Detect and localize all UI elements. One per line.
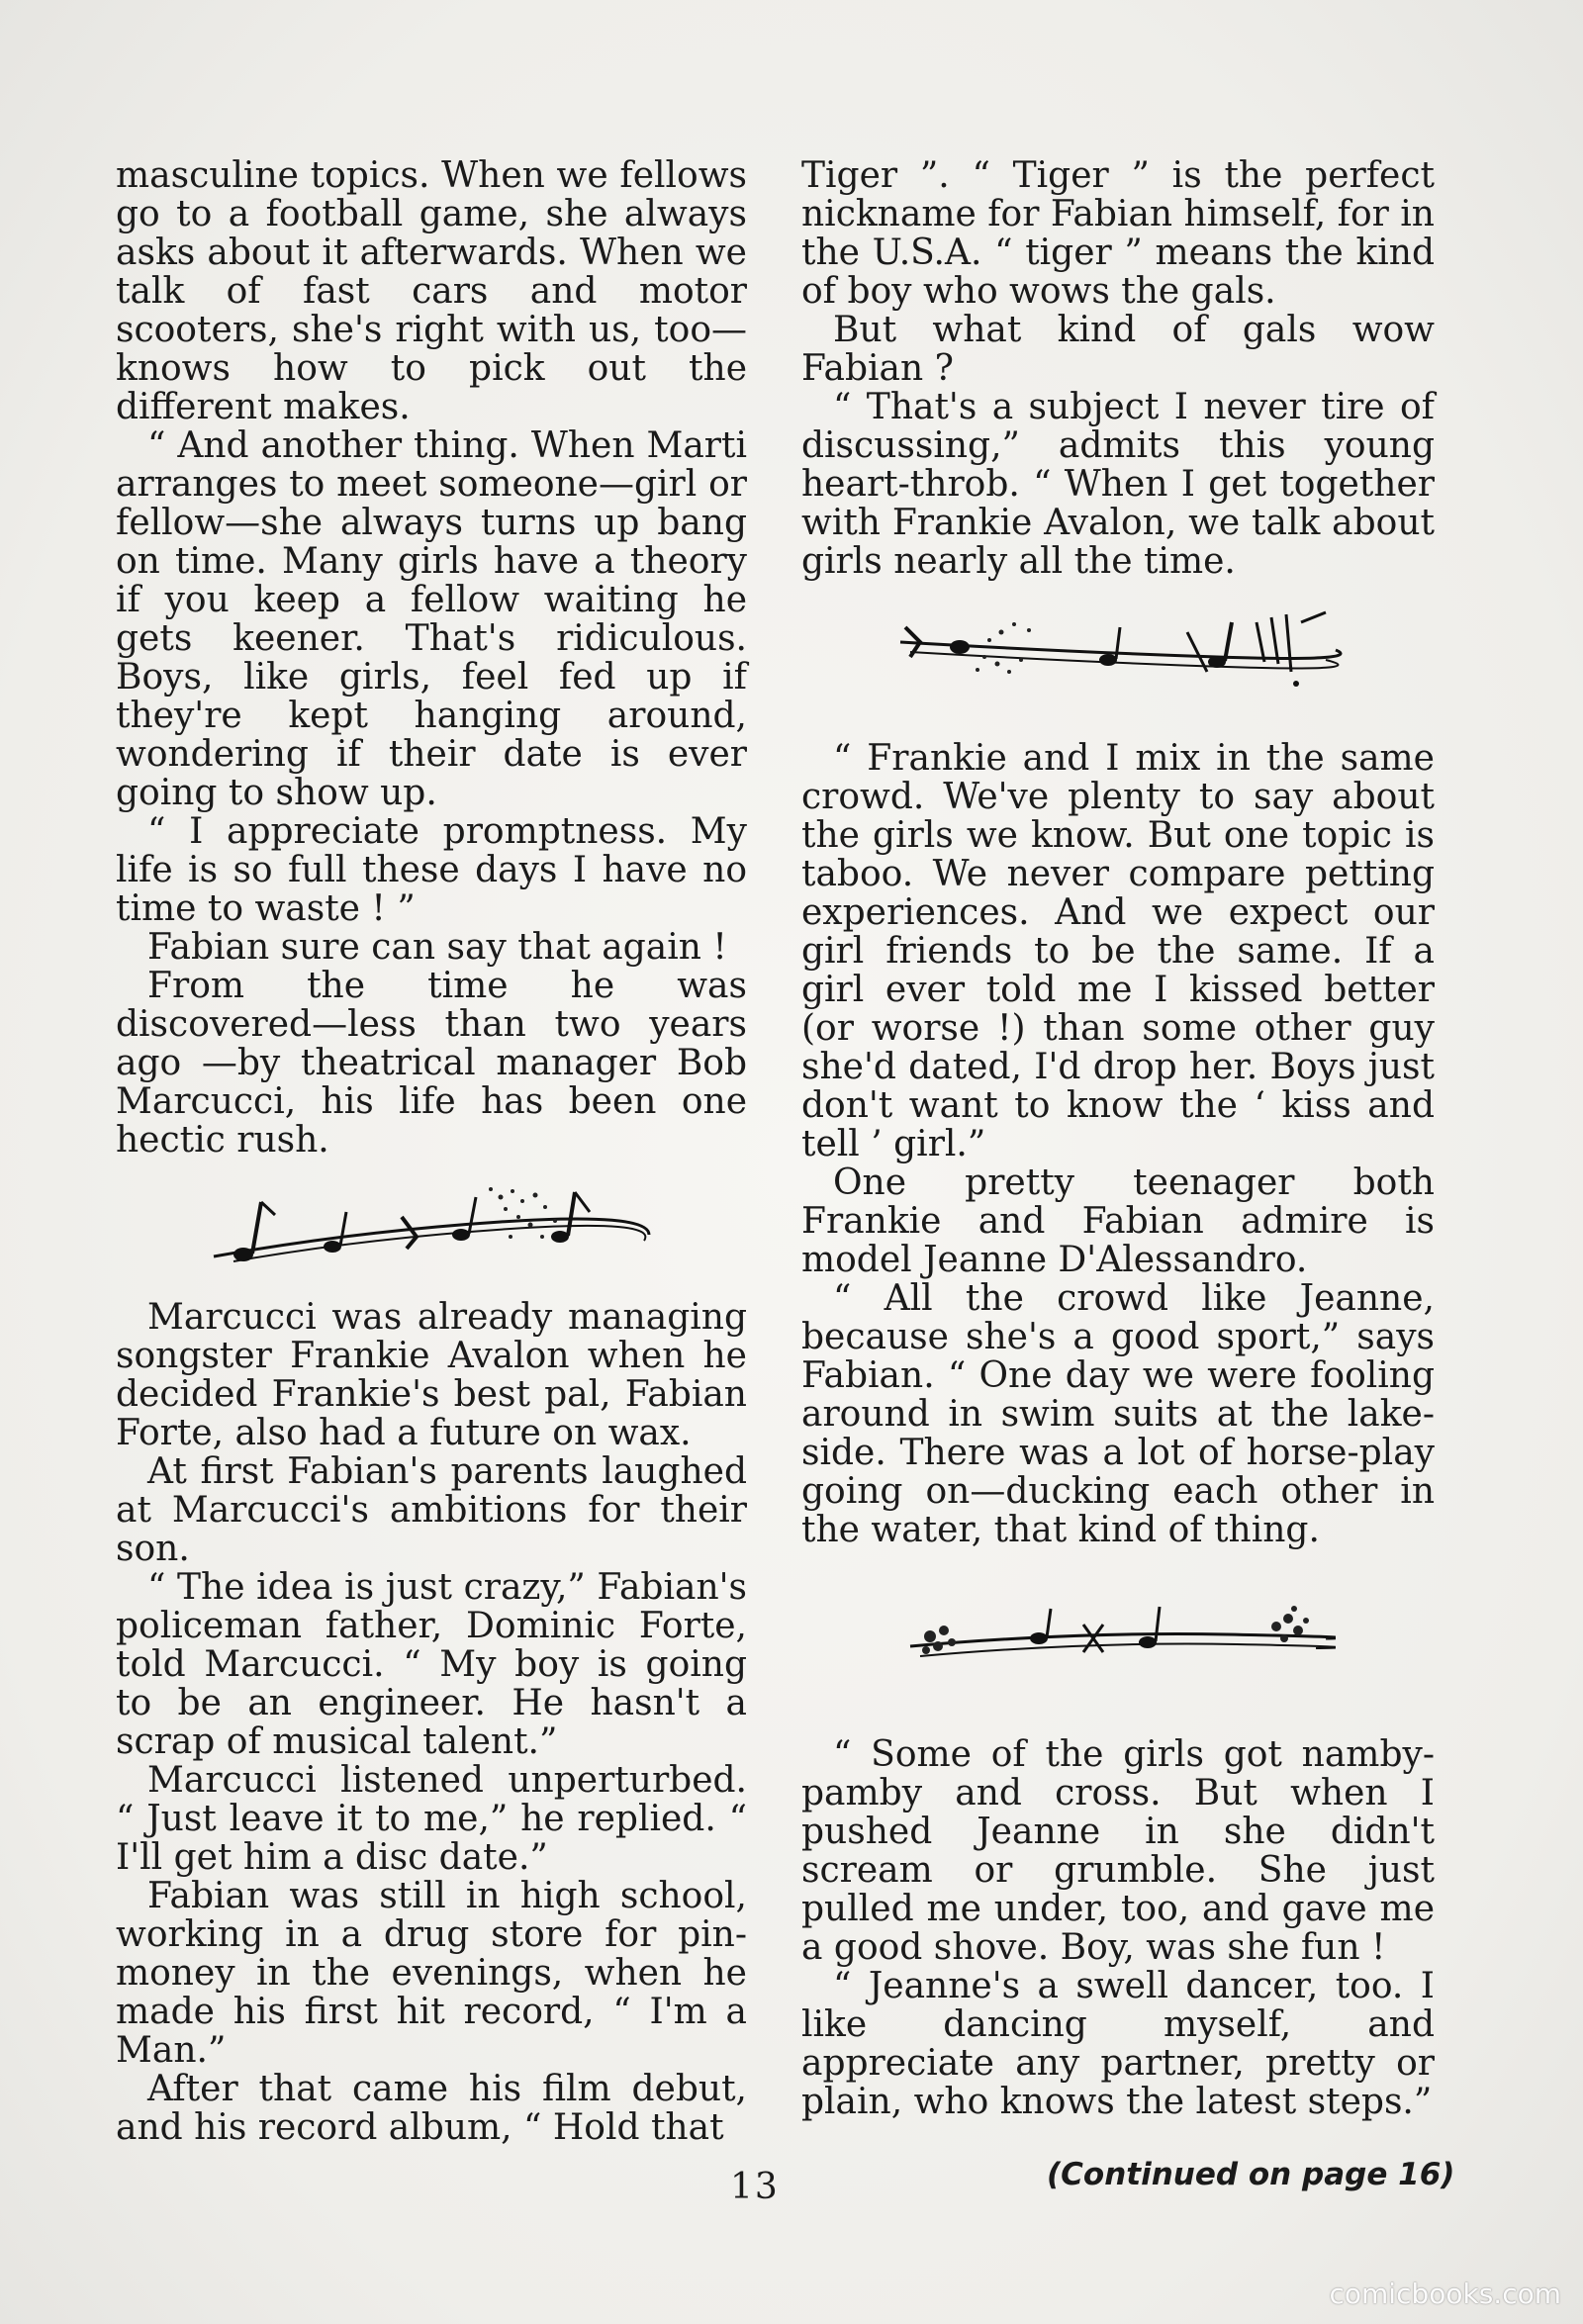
paragraph: masculine topics. When we fellows go to a football game, she always asks about it afterwards. When we talk of fast cars and motor scooters, she's right with us, too—knows how to pick out the different makes. (116, 155, 747, 427)
music-notes-icon (204, 1177, 659, 1286)
paragraph: Fabian was still in high school, working in a drug store for pin-money in the evenings, when he made his first hit record, “ I'm a Man.” (116, 1876, 747, 2071)
right-column (801, 156, 1435, 2121)
paragraph: “ I appreciate promptness. My life is so full these days I have no time to waste ! ” (116, 811, 747, 929)
music-notes-icon (900, 1587, 1336, 1686)
paragraph: But what kind of gals wow Fabian ? (801, 310, 1435, 389)
watermark: comicbooks.com (1329, 2278, 1561, 2310)
paragraph: Marcucci listened unperturbed. “ Just leave it to me,” he replied. “ I'll get him a disc date.” (116, 1760, 747, 1878)
paragraph: At first Fabian's parents laughed at Marcucci's ambitions for their son. (116, 1451, 747, 1569)
paragraph: “ Frankie and I mix in the same crowd. We've plenty to say about the girls we know. But one topic is taboo. We never compare petting experiences. And we expect our girl friends to be the same. If a girl ever told me I kissed better (or worse !) than some other guy she'd dated, I'd drop her. Boys just don't want to know the ‘ kiss and tell ’ girl.” (801, 738, 1435, 1164)
left-column (116, 156, 747, 2147)
paragraph: Fabian sure can say that again ! (147, 927, 727, 968)
continued-link: (Continued on page 16) (1047, 2157, 1455, 2192)
paragraph: After that came his film debut, and his record album, “ Hold that (116, 2069, 747, 2148)
paragraph: “ The idea is just crazy,” Fabian's policeman father, Dominic Forte, told Marcucci. “ My boy is going to be an engineer. He hasn't a scrap of musical talent.” (116, 1567, 747, 1762)
paragraph: Marcucci was already managing songster Frankie Avalon when he decided Frankie's best pal, Fabian Forte, also had a future on wax. (116, 1297, 747, 1453)
paragraph: “ And another thing. When Marti arranges to meet someone—girl or fellow—she always turns up bang on time. Many girls have a theory if you keep a fellow waiting he gets keener. That's ridiculous. Boys, like girls, feel fed up if they're kept hanging around, wondering if their date is ever going to show up. (116, 425, 747, 813)
music-note-divider (116, 1160, 747, 1298)
paragraph: “ That's a subject I never tire of discussing,” admits this young heart-throb. “ When I get together with Frankie Avalon, we talk about girls nearly all the time. (801, 387, 1435, 582)
paragraph: “ All the crowd like Jeanne, because she's a good sport,” says Fabian. “ One day we were fooling around in swim suits at the lake-side. There was a lot of horse-play going on—ducking each other in the water, that kind of thing. (801, 1278, 1435, 1550)
paragraph: “ Some of the girls got namby-pamby and cross. But when I pushed Jeanne in she didn't scream or grumble. She just pulled me under, too, and gave me a good shove. Boy, was she fun ! (801, 1734, 1435, 1968)
paragraph: One pretty teenager both Frankie and Fabian admire is model Jeanne D'Alessandro. (801, 1162, 1435, 1280)
paragraph: Tiger ”. “ Tiger ” is the perfect nickname for Fabian himself, for in the U.S.A. “ tiger ” means the kind of boy who wows the gals. (801, 155, 1435, 312)
music-notes-icon (890, 603, 1346, 711)
music-note-divider (801, 1549, 1435, 1735)
music-note-divider (801, 581, 1435, 739)
paragraph: From the time he was discovered—less than two years ago —by theatrical manager Bob Marcucci, his life has been one hectic rush. (116, 966, 747, 1161)
paragraph: “ Jeanne's a swell dancer, too. I like dancing myself, and appreciate any partner, pretty or plain, who knows the latest steps.” (801, 1966, 1435, 2122)
page-number: 13 (730, 2167, 780, 2207)
